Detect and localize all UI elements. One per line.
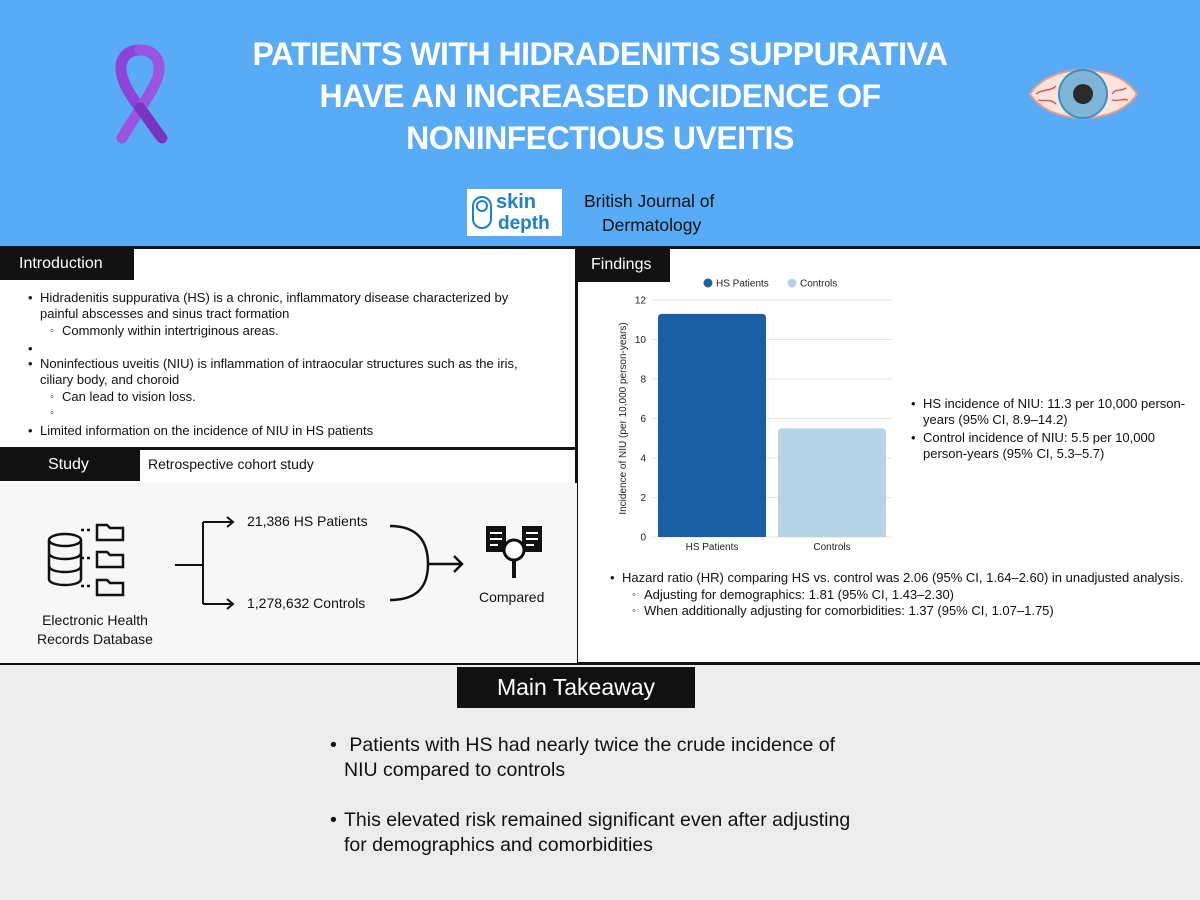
y-tick-label: 2 bbox=[640, 493, 646, 504]
logo-mark-icon bbox=[471, 195, 493, 230]
database-label: Electronic Health Records Database bbox=[37, 612, 153, 647]
list-item: • Hidradenitis suppurativa (HS) is a chronic, inflammatory disease characterized by painful abscesses and sinus tract formation ◦ Commonly within intertriginous areas. bbox=[28, 290, 548, 339]
list-sub-item: ◦ When additionally adjusting for comorbidities: 1.37 (95% CI, 1.07–1.75) bbox=[632, 603, 1195, 619]
y-tick-label: 4 bbox=[640, 453, 646, 465]
list-item: • This elevated risk remained significant even after adjusting for demographics and comorbidities bbox=[330, 808, 870, 858]
legend-marker bbox=[704, 279, 713, 288]
merge-arrow-icon bbox=[388, 522, 468, 604]
legend-label: HS Patients bbox=[716, 278, 769, 290]
y-tick-label: 6 bbox=[640, 414, 646, 425]
study-subtitle: Retrospective cohort study bbox=[148, 456, 314, 472]
list-sub-item: ◦ Adjusting for demographics: 1.81 (95% CI, 1.43–2.30) bbox=[632, 587, 1195, 603]
header-banner bbox=[0, 0, 1200, 247]
list-sub-item: ◦ Can lead to vision loss. bbox=[50, 389, 548, 405]
list-item: • Hazard ratio (HR) comparing HS vs. control was 2.06 (95% CI, 1.64–2.60) in unadjusted analysis. ◦ Adjusting for demographics: 1.81 (95% CI, 1.43–2.30) ◦ When additionally adjusting for comorbidities: 1.37 (95% CI, 1.07–1.75) bbox=[610, 570, 1195, 619]
tab-main-takeaway: Main Takeaway bbox=[457, 667, 695, 708]
split-arrow-icon bbox=[173, 512, 243, 614]
page-title: PATIENTS WITH HIDRADENITIS SUPPURATIVA HAVE AN INCREASED INCIDENCE OF NONINFECTIOUS UVEITIS bbox=[252, 36, 948, 156]
y-axis-label: Incidence of NIU (per 10,000 person-years) bbox=[618, 322, 629, 515]
compare-documents-icon bbox=[484, 522, 544, 582]
legend-marker bbox=[788, 279, 797, 288]
list-sub-item: ◦ Commonly within intertriginous areas. bbox=[50, 323, 548, 339]
tab-findings: Findings bbox=[578, 248, 670, 282]
logo-word-skin: skin bbox=[496, 191, 537, 213]
x-tick-label: HS Patients bbox=[685, 542, 739, 553]
journal-name: British Journal of Dermatology bbox=[584, 191, 715, 235]
awareness-ribbon-icon bbox=[100, 42, 180, 147]
y-tick-label: 10 bbox=[634, 335, 646, 346]
hazard-ratio-list bbox=[610, 570, 1195, 621]
bar bbox=[658, 314, 766, 537]
y-tick-label: 12 bbox=[634, 295, 646, 307]
y-tick-label: 8 bbox=[640, 374, 646, 386]
tab-introduction: Introduction bbox=[0, 248, 134, 280]
bar bbox=[778, 428, 886, 537]
introduction-list bbox=[28, 290, 548, 441]
list-item: • Patients with HS had nearly twice the crude incidence of NIU compared to controls bbox=[330, 733, 870, 783]
list-item: • Noninfectious uveitis (NIU) is inflammation of intraocular structures such as the iris, ciliary body, and choroid ◦ Can lead to vision loss. ◦ bbox=[28, 356, 548, 421]
inflamed-eye-icon bbox=[1026, 58, 1141, 130]
incidence-list bbox=[911, 396, 1191, 464]
legend-label: Controls bbox=[800, 278, 838, 290]
controls-count: 1,278,632 Controls bbox=[247, 595, 366, 611]
compared-label: Compared bbox=[479, 589, 545, 605]
list-item: • Limited information on the incidence of NIU in HS patients bbox=[28, 423, 548, 439]
list-item: • Control incidence of NIU: 5.5 per 10,000 person-years (95% CI, 5.3–5.7) bbox=[911, 430, 1191, 462]
y-tick-label: 0 bbox=[640, 532, 646, 544]
tab-study: Study bbox=[0, 449, 140, 481]
database-icon bbox=[45, 520, 135, 600]
spacer bbox=[28, 341, 548, 354]
hs-patients-count: 21,386 HS Patients bbox=[247, 513, 368, 529]
skin-in-depth-logo bbox=[467, 189, 562, 236]
takeaway-list bbox=[330, 733, 870, 883]
logo-word-depth: depth bbox=[498, 213, 550, 234]
list-item: • HS incidence of NIU: 11.3 per 10,000 person-years (95% CI, 8.9–14.2) bbox=[911, 396, 1191, 428]
list-sub-item bbox=[50, 405, 548, 421]
incidence-bar-chart bbox=[610, 272, 900, 558]
x-tick-label: Controls bbox=[813, 542, 851, 553]
